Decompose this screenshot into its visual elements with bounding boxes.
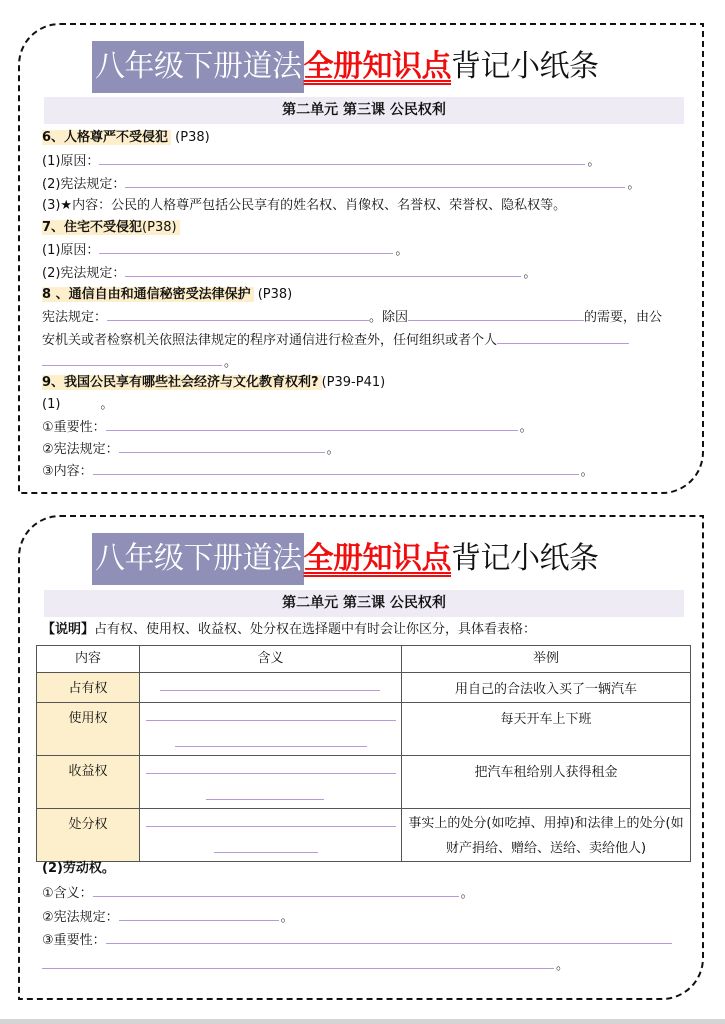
item-label: (1)原因：	[42, 243, 100, 258]
period: 。	[627, 177, 641, 192]
section-6-content: (3)★内容：公民的人格尊严包括公民享有的姓名权、肖像权、名誉权、荣誉权、隐私权等。	[42, 198, 567, 213]
item-label: ③内容：	[42, 464, 93, 479]
item-label: ②宪法规定：	[42, 442, 119, 457]
page-ref: (P39-P41)	[321, 375, 386, 390]
item-label: 宪法规定：	[42, 310, 108, 325]
section-9-constitution	[42, 439, 340, 460]
section-9-importance	[42, 417, 533, 438]
heading-label: 7、住宅不受侵犯	[42, 220, 143, 235]
period: 。	[280, 910, 294, 925]
fill-blank[interactable]	[146, 773, 396, 774]
item-label: (2)宪法规定：	[42, 266, 126, 281]
table-row	[37, 673, 691, 703]
fill-blank[interactable]	[42, 352, 222, 366]
unit-subtitle: 第二单元 第三课 公民权利	[44, 590, 684, 617]
right-name: 收益权	[37, 756, 140, 809]
title-grade: 八年级下册道法	[92, 41, 304, 93]
fill-blank[interactable]	[119, 439, 325, 453]
section-8-heading	[42, 285, 292, 305]
example-cell: 把汽车租给别人获得租金	[402, 756, 691, 809]
fill-blank[interactable]	[146, 720, 396, 721]
fill-blank[interactable]	[106, 417, 518, 431]
labor-importance-cont	[42, 955, 569, 976]
item-label: ③重要性：	[42, 933, 106, 948]
fill-blank[interactable]	[99, 240, 393, 254]
fill-blank[interactable]	[125, 263, 521, 277]
fill-blank[interactable]	[99, 151, 585, 165]
fill-blank[interactable]	[160, 690, 380, 691]
text-segment: 安机关或者检察机关依照法律规定的程序对通信进行检查外，任何组织或者个人	[42, 333, 498, 348]
right-name: 占有权	[37, 673, 140, 703]
fill-blank[interactable]	[146, 826, 396, 827]
page-ref: (P38)	[171, 130, 210, 145]
card-title	[92, 533, 599, 585]
item-label: (1)	[42, 397, 61, 412]
section-9-content	[42, 461, 594, 482]
section-heading-text: 9、我国公民享有哪些社会经济与文化教育权利?	[42, 375, 322, 390]
item-label: ②宪法规定：	[42, 910, 119, 925]
labor-right-heading: (2)劳动权。	[42, 861, 115, 876]
text-segment: 的需要，由公	[584, 310, 663, 325]
meaning-cell	[140, 809, 402, 862]
table-row	[37, 809, 691, 862]
table-row	[37, 756, 691, 809]
page-bottom-divider	[0, 1019, 725, 1024]
period: 。	[326, 442, 340, 457]
note-text: 占有权、使用权、收益权、处分权在选择题中有时会让你区分，具体看表格：	[94, 622, 537, 637]
title-highlight: 全册知识点	[303, 49, 451, 84]
meaning-cell	[140, 673, 402, 703]
labor-importance	[42, 930, 672, 951]
period: 。	[395, 243, 409, 258]
table-row	[37, 703, 691, 756]
labor-constitution	[42, 907, 294, 928]
section-7-reason	[42, 240, 408, 261]
item-label: (2)宪法规定：	[42, 177, 126, 192]
title-suffix: 背记小纸条	[451, 49, 599, 84]
property-rights-table	[36, 645, 691, 862]
card-title	[92, 41, 599, 93]
section-9-sub1	[42, 395, 113, 415]
fill-blank[interactable]	[42, 955, 554, 969]
section-6-reason	[42, 151, 600, 172]
section-9-heading	[42, 373, 385, 393]
period: 。	[100, 397, 114, 412]
period: 。	[523, 266, 537, 281]
fill-blank[interactable]	[125, 174, 625, 188]
title-highlight: 全册知识点	[303, 541, 451, 576]
fill-blank[interactable]	[175, 746, 367, 747]
fill-blank[interactable]	[119, 907, 279, 921]
right-name: 处分权	[37, 809, 140, 862]
item-label: ①含义：	[42, 886, 93, 901]
column-header: 举例	[402, 646, 691, 673]
section-6-constitution	[42, 174, 640, 195]
period: 。	[556, 958, 570, 973]
section-8-line2	[42, 330, 629, 351]
fill-blank[interactable]	[106, 930, 672, 944]
fill-blank[interactable]	[214, 852, 318, 853]
example-cell: 用自己的合法收入买了一辆汽车	[402, 673, 691, 703]
fill-blank[interactable]	[497, 330, 629, 344]
note-line	[42, 620, 536, 640]
section-7-heading	[42, 218, 180, 238]
section-7-constitution	[42, 263, 536, 284]
text-segment: 。除因	[369, 310, 409, 325]
page-ref: (P38)	[142, 220, 177, 235]
section-heading-text	[42, 220, 180, 235]
fill-blank[interactable]	[93, 461, 579, 475]
item-label: ①重要性：	[42, 420, 106, 435]
unit-subtitle: 第二单元 第三课 公民权利	[44, 97, 684, 124]
note-card-2	[18, 515, 704, 1000]
column-header: 内容	[37, 646, 140, 673]
item-label: (1)原因：	[42, 154, 100, 169]
example-cell: 每天开车上下班	[402, 703, 691, 756]
meaning-cell	[140, 756, 402, 809]
period: 。	[224, 355, 238, 370]
table-header-row	[37, 646, 691, 673]
fill-blank[interactable]	[408, 307, 584, 321]
section-8-line1	[42, 307, 662, 328]
meaning-cell	[140, 703, 402, 756]
section-8-line3	[42, 352, 237, 373]
right-name: 使用权	[37, 703, 140, 756]
title-grade: 八年级下册道法	[92, 533, 304, 585]
period: 。	[519, 420, 533, 435]
section-heading-text: 8 、通信自由和通信秘密受法律保护	[42, 287, 254, 302]
fill-blank[interactable]	[206, 799, 324, 800]
period: 。	[580, 464, 594, 479]
note-label: 【说明】	[42, 622, 95, 637]
example-cell: 事实上的处分(如吃掉、用掉)和法律上的处分(如财产捐给、赠给、送给、卖给他人)	[402, 809, 691, 862]
period: 。	[587, 154, 601, 169]
title-suffix: 背记小纸条	[451, 541, 599, 576]
labor-meaning	[42, 883, 474, 904]
section-6-heading	[42, 128, 210, 148]
column-header: 含义	[140, 646, 402, 673]
page-ref: (P38)	[253, 287, 293, 302]
period: 。	[460, 886, 474, 901]
note-card-1	[18, 23, 704, 494]
fill-blank[interactable]	[93, 883, 459, 897]
fill-blank[interactable]	[107, 307, 369, 321]
section-heading-text: 6、人格尊严不受侵犯	[42, 130, 171, 145]
